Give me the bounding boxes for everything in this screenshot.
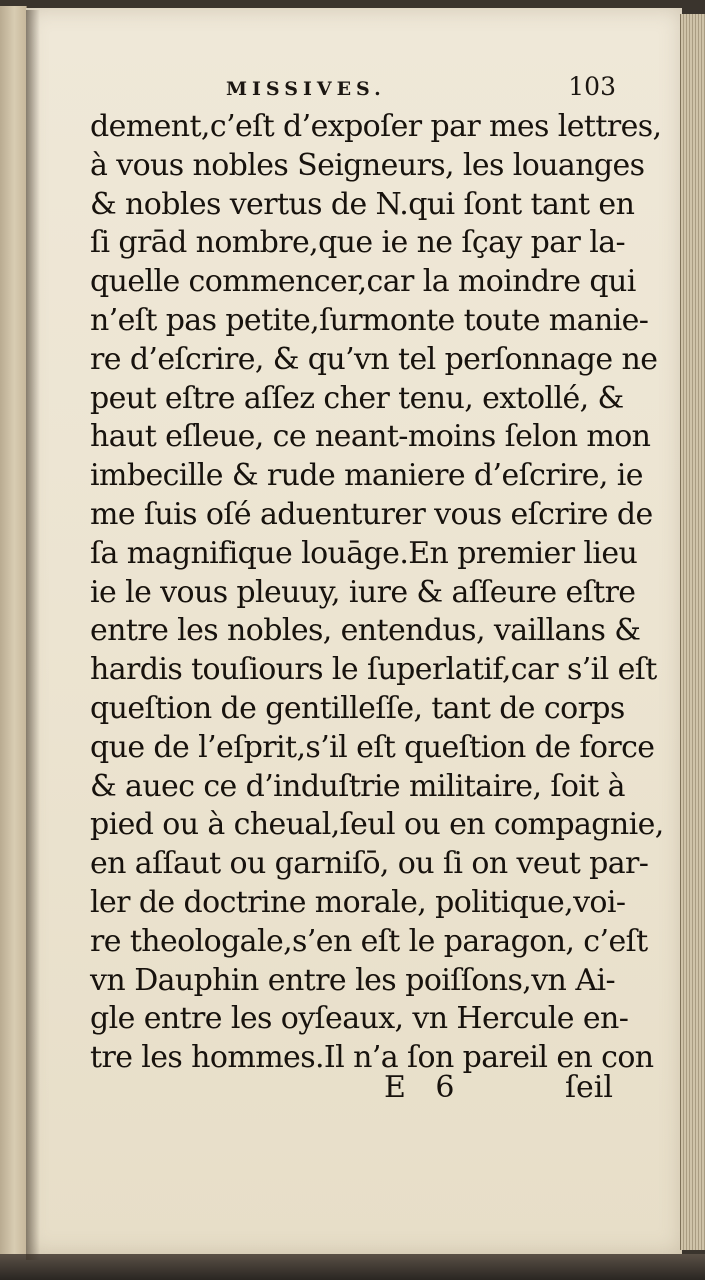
text-line: me ſuis oſé aduenturer vous eſcrire de bbox=[90, 496, 653, 532]
catchword: ſeil bbox=[564, 1070, 613, 1105]
text-line: ie le vous pleuuy, iure & aſſeure eſtre bbox=[90, 574, 636, 610]
text-line: vn Dauphin entre les poiſſons,vn Ai- bbox=[90, 962, 615, 998]
text-line: que de l’eſprit,s’il eſt queſtion de force bbox=[90, 729, 655, 765]
page-number: 103 bbox=[568, 72, 616, 101]
text-line: re d’eſcrire, & qu’vn tel perſonnage ne bbox=[90, 341, 658, 377]
text-line: n’eſt pas petite,ſurmonte toute manie- bbox=[90, 302, 649, 338]
text-line: gle entre les oyſeaux, vn Hercule en- bbox=[90, 1001, 629, 1037]
text-line: hardis touſiours le ſuperlatif,car s’il eſt bbox=[90, 652, 657, 688]
text-line: à vous nobles Seigneurs, les louanges bbox=[90, 147, 645, 183]
text-line: tre les hommes.Il n’a ſon pareil en con bbox=[90, 1040, 654, 1076]
facing-page-edge bbox=[0, 6, 27, 1264]
text-line: ſi grād nombre,que ie ne ſçay par la- bbox=[90, 225, 626, 261]
running-title: MISSIVES. bbox=[226, 78, 386, 100]
page-edges bbox=[680, 14, 705, 1250]
gutter-shadow bbox=[26, 10, 40, 1260]
book-cover-bottom bbox=[0, 1254, 705, 1280]
text-line: ler de doctrine morale, politique,voi- bbox=[90, 884, 626, 920]
text-line: & auec ce d’induſtrie militaire, ſoit à bbox=[90, 768, 625, 804]
footer-line bbox=[90, 1070, 615, 1110]
text-line: quelle commencer,car la moindre qui bbox=[90, 264, 636, 300]
text-line: en aſſaut ou garniſō, ou ſi on veut par- bbox=[90, 846, 649, 882]
text-line: ſa magnifique louāge.En premier lieu bbox=[90, 535, 638, 571]
text-line: pied ou à cheual,ſeul ou en compagnie, bbox=[90, 807, 664, 843]
text-line: entre les nobles, entendus, vaillans & bbox=[90, 613, 641, 649]
text-line: re theologale,s’en eſt le paragon, c’eſt bbox=[90, 923, 648, 959]
text-line: peut eſtre aſſez cher tenu, extollé, & bbox=[90, 380, 624, 416]
text-line: haut eſleue, ce neant-moins ſelon mon bbox=[90, 419, 651, 455]
signature-mark: E 6 bbox=[384, 1070, 465, 1105]
running-head bbox=[96, 74, 616, 108]
text-block bbox=[90, 108, 664, 1078]
text-line: imbecille & rude maniere d’eſcrire, ie bbox=[90, 458, 643, 494]
text-line: queſtion de gentilleſſe, tant de corps bbox=[90, 690, 625, 726]
text-line: dement,c’eſt d’expoſer par mes lettres, bbox=[90, 109, 662, 144]
text-line: & nobles vertus de N.qui ſont tant en bbox=[90, 186, 635, 222]
